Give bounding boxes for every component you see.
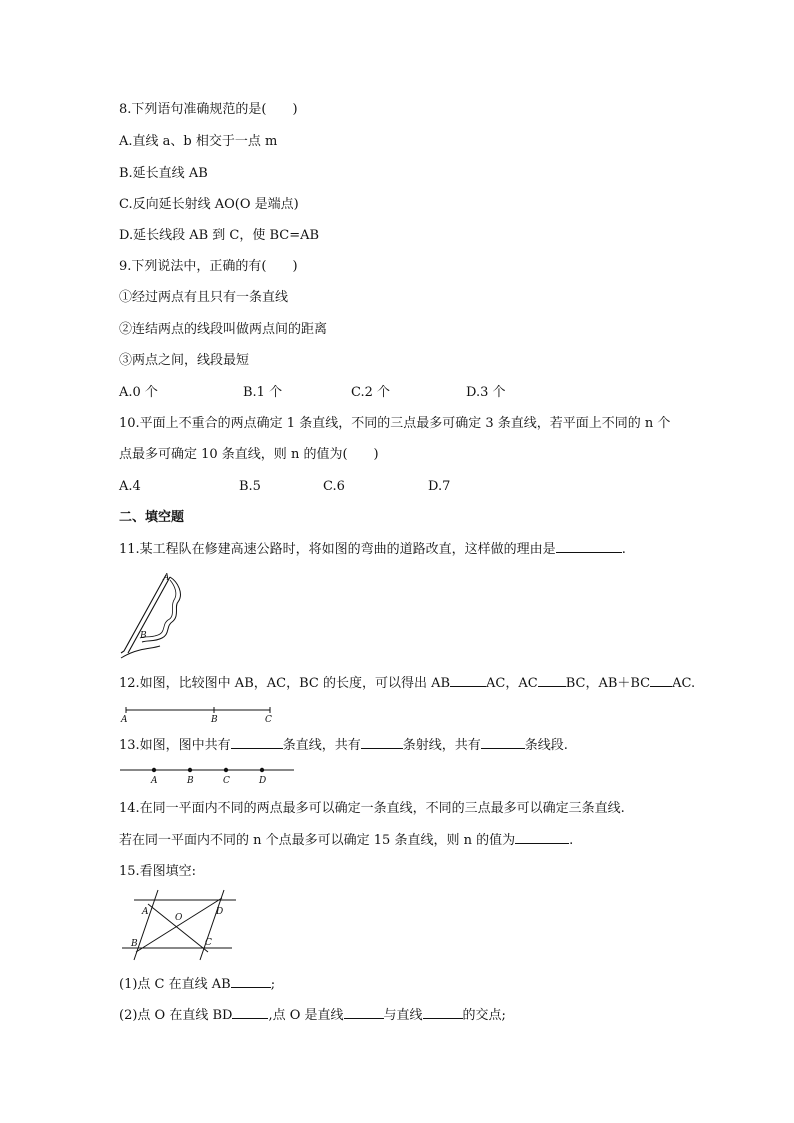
- q9-statement-2: ②连结两点的线段叫做两点间的距离: [119, 322, 328, 337]
- q13-blank-2[interactable]: [361, 737, 403, 749]
- q11-road-figure: [118, 572, 184, 662]
- q13-label-a: A: [151, 776, 158, 786]
- q13-part1: 13.如图，图中共有: [119, 738, 231, 753]
- q9-statement-3: ③两点之间，线段最短: [119, 353, 250, 368]
- q13-label-c: C: [223, 776, 230, 786]
- q12-blank-3[interactable]: [650, 675, 672, 687]
- q12-label-c: C: [265, 715, 272, 725]
- q15-lines-figure: [120, 890, 240, 962]
- q12-label-b: B: [211, 715, 218, 725]
- q14-line2: [119, 832, 573, 849]
- q15-label-d: D: [216, 907, 224, 917]
- q10-option-c: C.6: [323, 479, 345, 494]
- q11-period: .: [621, 542, 626, 557]
- q15-sub1-blank[interactable]: [231, 976, 271, 988]
- q15-sub2: [119, 1007, 506, 1024]
- q13-part3: 条射线，共有: [402, 738, 481, 753]
- q11-text: [119, 541, 626, 558]
- q10-option-d: D.7: [428, 479, 451, 494]
- q14-line1: 14.在同一平面内不同的两点最多可以确定一条直线，不同的三点最多可以确定三条直线.: [119, 801, 625, 816]
- q15-sub2-mid2: 与直线: [383, 1008, 423, 1023]
- q8-stem: 8.下列语句准确规范的是( ): [119, 102, 298, 117]
- q9-stem: 9.下列说法中，正确的有( ): [119, 259, 298, 274]
- q13-point-d: [260, 768, 264, 772]
- q13-point-a: [152, 768, 156, 772]
- q15-sub2-end: 的交点;: [462, 1008, 506, 1023]
- q10-option-b: B.5: [239, 479, 261, 494]
- q13-label-d: D: [259, 776, 267, 786]
- q12-blank-1[interactable]: [450, 675, 486, 687]
- q10-stem-line2: 点最多可确定 10 条直线，则 n 的值为( ): [119, 447, 379, 462]
- q14-stem: 若在同一平面内不同的 n 个点最多可以确定 15 条直线，则 n 的值为: [119, 833, 516, 848]
- q13-line-figure: [118, 763, 298, 787]
- q11-label-a: A: [163, 573, 170, 583]
- q15-sub1-end: ;: [270, 977, 276, 992]
- section-heading: 二、填空题: [119, 510, 185, 525]
- q11-straight-road-edge: [128, 577, 170, 653]
- q13-part2: 条直线，共有: [282, 738, 361, 753]
- q13-text: [119, 737, 568, 754]
- q14-blank[interactable]: [515, 832, 569, 844]
- q11-label-b: B: [140, 631, 147, 641]
- q9-statement-1: ①经过两点有且只有一条直线: [119, 290, 289, 305]
- q12-text: [119, 675, 695, 692]
- q9-option-a: A.0 个: [119, 385, 158, 400]
- q12-part1: 12.如图，比较图中 AB，AC，BC 的长度，可以得出 AB: [119, 676, 451, 691]
- q13-label-b: B: [187, 776, 194, 786]
- q9-option-c: C.2 个: [351, 385, 391, 400]
- q13-point-c: [224, 768, 228, 772]
- q9-options: [119, 385, 506, 401]
- q15-sub2-blank-3[interactable]: [423, 1007, 463, 1019]
- q12-segment-figure: [118, 704, 278, 726]
- q15-sub1: [119, 976, 275, 993]
- q13-blank-1[interactable]: [231, 737, 283, 749]
- q15-label-o: O: [175, 913, 183, 923]
- q9-option-b: B.1 个: [243, 385, 283, 400]
- q9-option-d: D.3 个: [466, 385, 506, 400]
- q15-label-a: A: [142, 907, 149, 917]
- q12-part2: AC，AC: [486, 676, 538, 691]
- q11-stem: 11.某工程队在修建高速公路时，将如图的弯曲的道路改直，这样做的理由是: [119, 542, 556, 557]
- q13-blank-3[interactable]: [481, 737, 525, 749]
- q12-part4: AC.: [672, 676, 696, 691]
- q11-ground-curve: [121, 646, 160, 658]
- q15-sub2-blank-1[interactable]: [232, 1007, 268, 1019]
- q10-options: [119, 479, 450, 495]
- q8-option-d: D.延长线段 AB 到 C，使 BC=AB: [119, 228, 320, 243]
- q8-option-b: B.延长直线 AB: [119, 166, 208, 181]
- q15-sub2-blank-2[interactable]: [344, 1007, 384, 1019]
- q15-label-b: B: [131, 939, 138, 949]
- q8-option-c: C.反向延长射线 AO(O 是端点): [119, 197, 299, 212]
- q14-period: .: [569, 833, 574, 848]
- q15-stem: 15.看图填空:: [119, 864, 197, 879]
- q10-stem-line1: 10.平面上不重合的两点确定 1 条直线，不同的三点最多可确定 3 条直线，若平面上不同的 n 个: [119, 416, 671, 431]
- q13-part4: 条线段.: [524, 738, 568, 753]
- q15-line-ac: [148, 904, 208, 952]
- q12-blank-2[interactable]: [538, 675, 566, 687]
- q12-part3: BC，AB＋BC: [565, 676, 651, 691]
- q12-label-a: A: [121, 715, 128, 725]
- q15-sub2-stem: (2)点 O 在直线 BD: [119, 1008, 233, 1023]
- q8-option-a: A.直线 a、b 相交于一点 m: [119, 134, 278, 149]
- q15-sub1-stem: (1)点 C 在直线 AB: [119, 977, 231, 992]
- q11-blank[interactable]: [556, 541, 622, 553]
- q15-sub2-mid1: ,点 O 是直线: [268, 1008, 344, 1023]
- q15-label-c: C: [205, 938, 212, 948]
- q13-point-b: [188, 768, 192, 772]
- q10-option-a: A.4: [119, 479, 141, 494]
